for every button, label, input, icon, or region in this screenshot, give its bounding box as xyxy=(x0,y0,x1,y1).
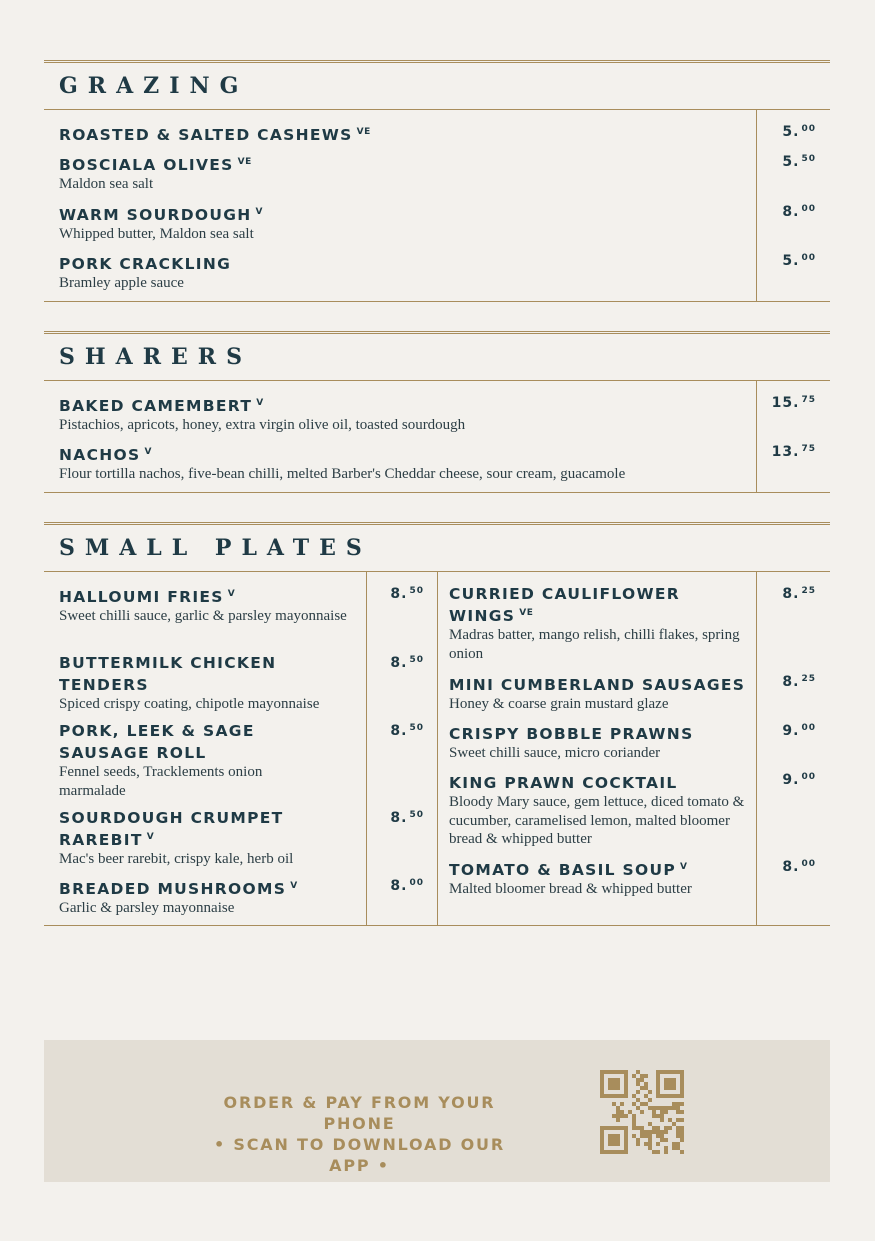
menu-item xyxy=(449,771,749,849)
item-price: 15. $^{75}$ xyxy=(771,395,816,411)
menu-item xyxy=(59,809,359,869)
sharers-section xyxy=(44,331,830,493)
item-name: PORK, LEEK & SAGE SAUSAGE ROLL xyxy=(59,722,255,762)
item-name: BOSCIALA OLIVES $^{VE}$ xyxy=(59,156,252,174)
menu-item xyxy=(59,654,359,714)
item-price: 8. $^{50}$ xyxy=(390,586,424,602)
item-name: HALLOUMI FRIES $^V$ xyxy=(59,588,236,606)
small-plates-list xyxy=(44,571,830,926)
grazing-list xyxy=(44,109,830,302)
menu-item xyxy=(449,858,749,899)
item-description: Sweet chilli sauce, garlic & parsley mayonnaise xyxy=(59,608,347,624)
promo-line-2: • SCAN TO DOWNLOAD OUR APP • xyxy=(214,1135,505,1175)
app-promo-text xyxy=(192,1092,527,1176)
item-name: BUTTERMILK CHICKEN TENDERS xyxy=(59,654,277,694)
item-description: Mac's beer rarebit, crispy kale, herb oil xyxy=(59,851,294,867)
item-name: WARM SOURDOUGH $^V$ xyxy=(59,206,264,224)
item-description: Whipped butter, Maldon sea salt xyxy=(59,226,254,242)
small-plates-section xyxy=(44,522,830,926)
menu-item xyxy=(59,123,739,145)
item-price: 8. $^{50}$ xyxy=(390,655,424,671)
item-description: Bramley apple sauce xyxy=(59,275,184,291)
sharers-list xyxy=(44,380,830,493)
column-divider xyxy=(437,572,438,925)
diet-tag: V xyxy=(227,589,236,599)
item-description: Maldon sea salt xyxy=(59,176,154,192)
item-price: 8. $^{25}$ xyxy=(782,674,816,690)
grazing-section xyxy=(44,60,830,302)
menu-item xyxy=(449,673,749,714)
menu-item xyxy=(59,722,359,800)
item-price: 8. $^{25}$ xyxy=(782,586,816,602)
item-name: KING PRAWN COCKTAIL xyxy=(449,774,678,792)
item-price: 13. $^{75}$ xyxy=(771,444,816,460)
menu-item xyxy=(59,394,749,435)
diet-tag: V xyxy=(146,832,155,842)
item-description: Madras batter, mango relish, chilli flakes, spring onion xyxy=(449,627,740,662)
menu-item xyxy=(59,252,739,293)
promo-line-1: ORDER & PAY FROM YOUR PHONE xyxy=(223,1093,496,1133)
diet-tag: VE xyxy=(519,608,534,618)
diet-tag: VE xyxy=(356,127,371,137)
app-promo-banner xyxy=(44,1040,830,1182)
item-name: PORK CRACKLING xyxy=(59,255,232,273)
item-name: ROASTED & SALTED CASHEWS $^{VE}$ xyxy=(59,126,371,144)
item-price: 5. $^{00}$ xyxy=(782,124,816,140)
menu-item xyxy=(59,153,739,194)
item-description: Honey & coarse grain mustard glaze xyxy=(449,696,669,712)
diet-tag: VE xyxy=(237,157,252,167)
menu-item xyxy=(59,585,359,626)
item-price: 8. $^{50}$ xyxy=(390,810,424,826)
menu-item xyxy=(449,585,749,663)
item-description: Malted bloomer bread & whipped butter xyxy=(449,881,692,897)
item-price: 8. $^{00}$ xyxy=(782,859,816,875)
item-name: TOMATO & BASIL SOUP $^V$ xyxy=(449,861,688,879)
item-price: 8. $^{50}$ xyxy=(390,723,424,739)
item-name: MINI CUMBERLAND SAUSAGES xyxy=(449,676,746,694)
item-description: Bloody Mary sauce, gem lettuce, diced tomato & cucumber, caramelised lemon, malted bloomer bread & whipped butter xyxy=(449,794,745,847)
item-description: Flour tortilla nachos, five-bean chilli, melted Barber's Cheddar cheese, sour cream, guacamole xyxy=(59,466,626,482)
section-title-sharers: SHARERS xyxy=(59,344,252,370)
section-title-grazing: GRAZING xyxy=(59,73,249,99)
menu-item xyxy=(59,203,739,244)
item-description: Spiced crispy coating, chipotle mayonnaise xyxy=(59,696,320,712)
item-name: BREADED MUSHROOMS $^V$ xyxy=(59,880,298,898)
item-price: 5. $^{00}$ xyxy=(782,253,816,269)
item-price: 9. $^{00}$ xyxy=(782,772,816,788)
diet-tag: V xyxy=(255,207,264,217)
item-name: CURRIED CAULIFLOWER WINGS $^{VE}$ xyxy=(449,585,680,625)
section-title-small-plates: SMALL PLATES xyxy=(59,535,372,561)
qr-code-icon[interactable] xyxy=(600,1070,684,1154)
item-name: BAKED CAMEMBERT $^V$ xyxy=(59,397,264,415)
item-description: Sweet chilli sauce, micro coriander xyxy=(449,745,661,761)
diet-tag: V xyxy=(144,447,152,457)
item-name: CRISPY BOBBLE PRAWNS xyxy=(449,725,694,743)
menu-item xyxy=(449,722,749,763)
diet-tag: V xyxy=(290,881,298,891)
diet-tag: V xyxy=(256,398,264,408)
item-name: NACHOS $^V$ xyxy=(59,446,152,464)
item-name: SOURDOUGH CRUMPET RAREBIT $^V$ xyxy=(59,809,284,849)
menu-item xyxy=(59,877,359,918)
diet-tag: V xyxy=(680,862,688,872)
item-description: Fennel seeds, Tracklements onion marmalade xyxy=(59,764,263,799)
item-price: 9. $^{00}$ xyxy=(782,723,816,739)
item-description: Pistachios, apricots, honey, extra virgin olive oil, toasted sourdough xyxy=(59,417,466,433)
item-price: 5. $^{50}$ xyxy=(782,154,816,170)
menu-item xyxy=(59,443,749,484)
item-price: 8. $^{00}$ xyxy=(782,204,816,220)
column-divider xyxy=(366,572,367,925)
item-description: Garlic & parsley mayonnaise xyxy=(59,900,235,916)
item-price: 8. $^{00}$ xyxy=(390,878,424,894)
